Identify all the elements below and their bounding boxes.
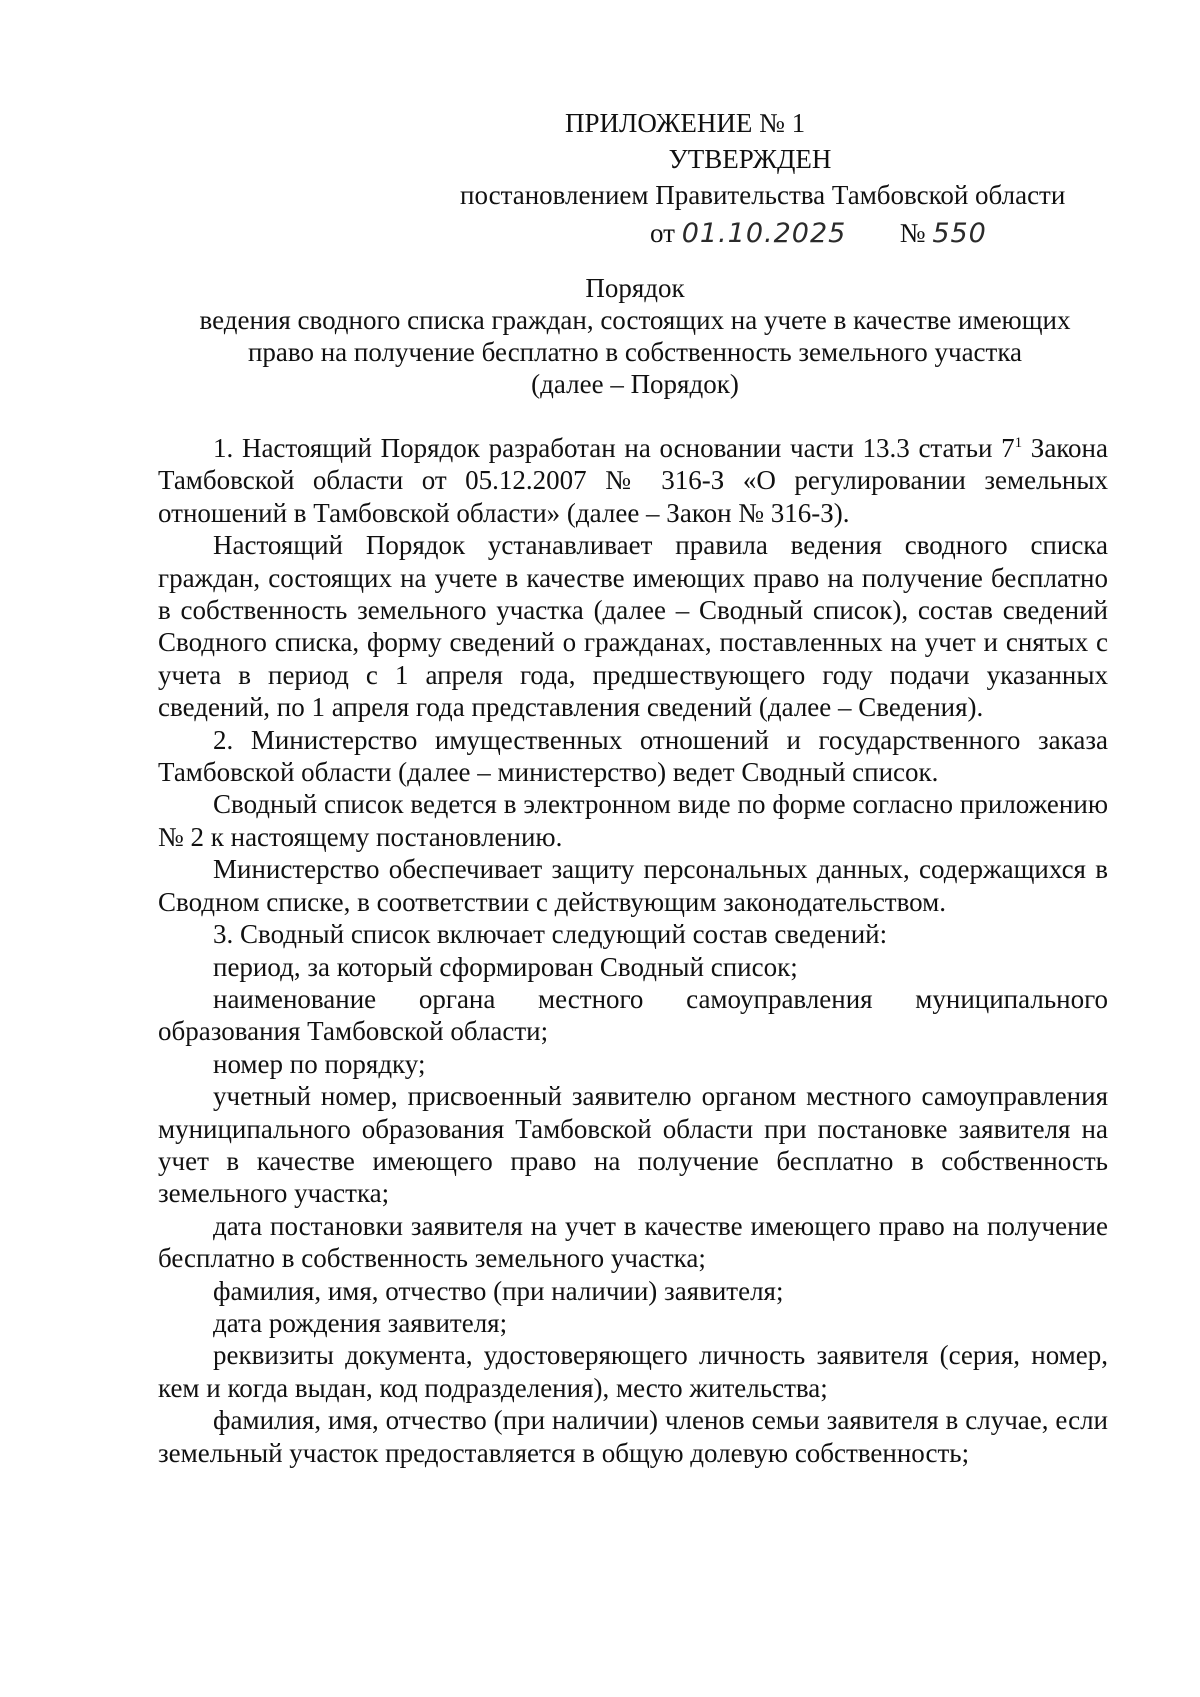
paragraph: 3. Сводный список включает следующий состав сведений: <box>213 919 888 950</box>
paragraph-1 <box>158 432 1108 529</box>
paragraph: Министерство обеспечивает защиту персональных данных, содержащихся в Сводном списке, в соответствии с действующим законодательством. <box>158 854 1108 917</box>
title-line-3: право на получение бесплатно в собственность земельного участка <box>247 337 1023 367</box>
list-item: наименование органа местного самоуправления муниципального образования Тамбовской области; <box>158 983 1108 1047</box>
document-title <box>160 272 1110 400</box>
decree-line: постановлением Правительства Тамбовской области <box>460 180 1066 210</box>
from-label: от <box>650 218 675 248</box>
date-number-line <box>440 215 1100 252</box>
paragraph: 2. Министерство имущественных отношений и государственного заказа Тамбовской области (далее – министерство) ведет Сводный список. <box>158 724 1108 788</box>
list-item: фамилия, имя, отчество (при наличии) заявителя; <box>213 1275 784 1306</box>
paragraph-1-tail: Закона Тамбовской области от 05.12.2007 № 316-З «О регулировании земельных отношений в Тамбовской области» (далее – Закон № 316-З). <box>158 433 1108 528</box>
paragraph-1-superscript: 1 <box>1014 435 1023 451</box>
approval-block <box>440 105 1100 252</box>
list-item: учетный номер, присвоенный заявителю органом местного самоуправления муниципального образования Тамбовской области при постановке заявителя на учет в качестве имеющего право на получение бесплатно в собственность земельного участка; <box>158 1081 1108 1209</box>
handwritten-number: 550 <box>932 218 987 249</box>
handwritten-date: 01.10.2025 <box>681 218 847 249</box>
title-line-1: Порядок <box>585 273 685 303</box>
paragraph: Настоящий Порядок устанавливает правила ведения сводного списка граждан, состоящих на учете в качестве имеющих право на получение бесплатно в собственность земельного участка (далее – Сводный список), состав сведений Сводного списка, форму сведений о гражданах, поставленных на учет и снятых с учета в период с 1 апреля года, предшествующего году подачи указанных сведений, по 1 апреля года представления сведений (далее – Сведения). <box>158 530 1108 723</box>
list-item: дата рождения заявителя; <box>213 1307 508 1338</box>
title-line-4: (далее – Порядок) <box>531 369 739 399</box>
list-item: реквизиты документа, удостоверяющего личность заявителя (серия, номер, кем и когда выдан, код подразделения), место жительства; <box>158 1340 1108 1403</box>
list-item: номер по порядку; <box>213 1048 426 1079</box>
document-body <box>158 432 1108 1469</box>
number-label: № <box>899 218 926 248</box>
approved-heading: УТВЕРЖДЕН <box>668 144 832 174</box>
list-item: фамилия, имя, отчество (при наличии) членов семьи заявителя в случае, если земельный участок предоставляется в общую долевую собственность; <box>158 1405 1108 1468</box>
paragraph-1-text: 1. Настоящий Порядок разработан на основании части 13.3 статьи 7 <box>213 433 1015 463</box>
list-item: дата постановки заявителя на учет в качестве имеющего право на получение бесплатно в собственность земельного участка; <box>158 1210 1108 1274</box>
appendix-heading: ПРИЛОЖЕНИЕ № 1 <box>565 108 806 138</box>
paragraph: Сводный список ведется в электронном виде по форме согласно приложению № 2 к настоящему постановлению. <box>158 789 1108 852</box>
title-line-2: ведения сводного списка граждан, состоящих на учете в качестве имеющих <box>199 305 1071 335</box>
list-item: период, за который сформирован Сводный список; <box>213 951 798 982</box>
